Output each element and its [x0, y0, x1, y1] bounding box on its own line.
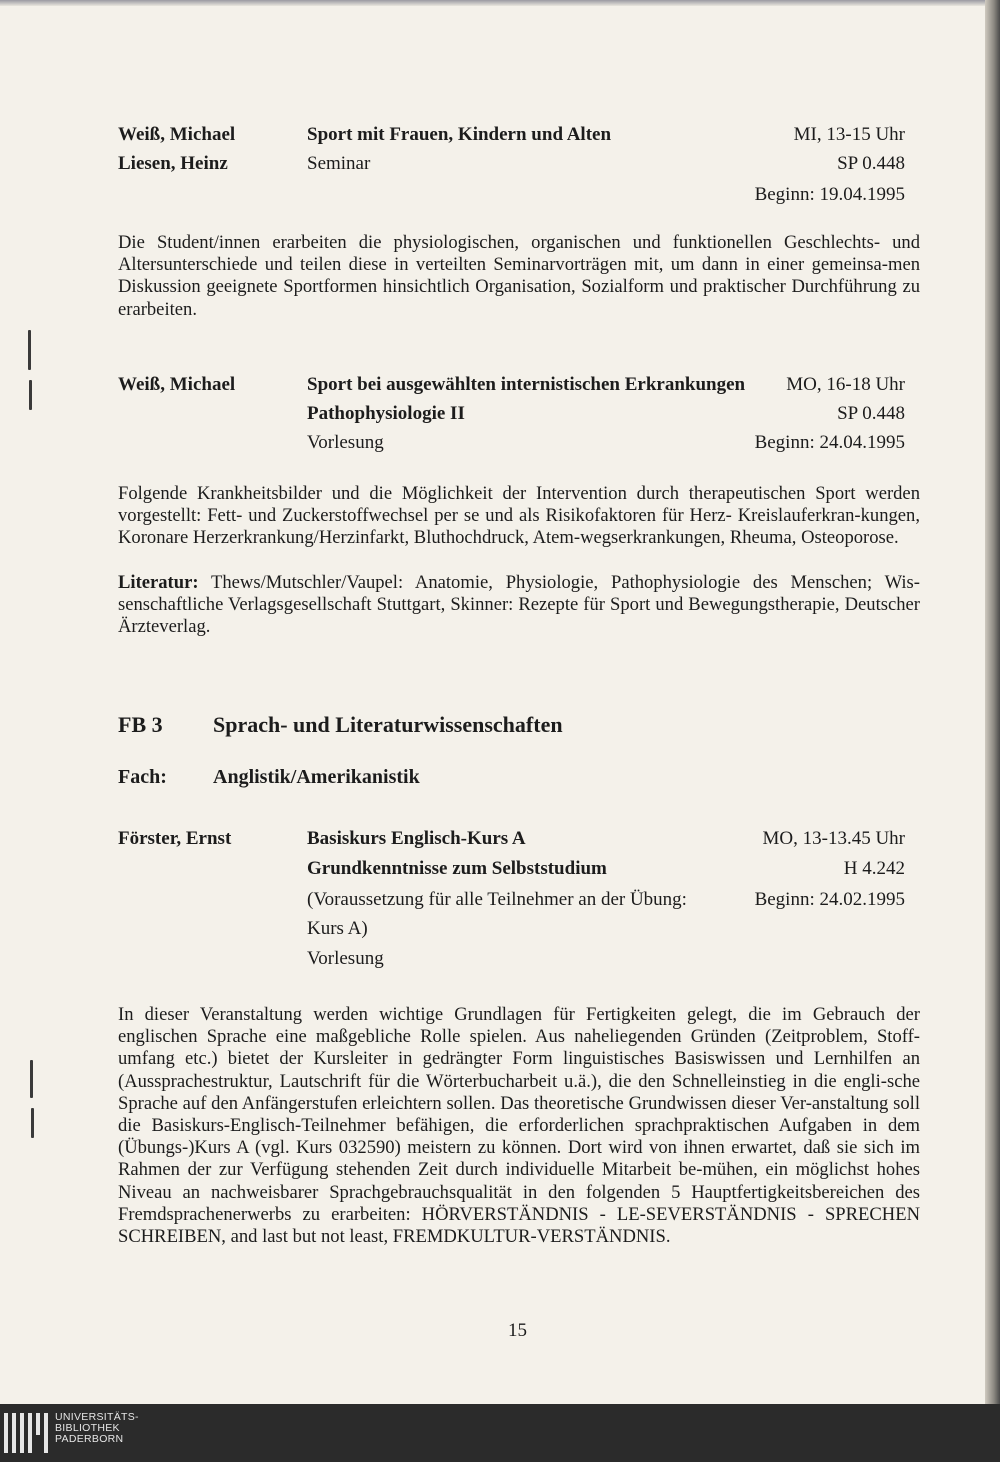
course3-prereq-line1: (Voraussetzung für alle Teilnehmer an der Übung: [307, 889, 687, 910]
course3-title-line1: Basiskurs Englisch-Kurs A [307, 828, 526, 849]
course1-description: Die Student/innen erarbeiten die physiologischen, organischen und funktionellen Geschlechts- und Altersunterschiede und teilen diese in verteilten Seminarvorträgen mit, um dann in einer gemeinsa-men Diskussion geeignete Sportformen hinsichtlich Organisation, Sozialform und praktischer Durchführung zu erarbeiten. [118, 232, 920, 320]
course1-type: Seminar [307, 153, 371, 174]
course1-lecturer-2: Liesen, Heinz [118, 153, 228, 174]
page-top-edge [0, 0, 985, 6]
course3-lecturer: Förster, Ernst [118, 828, 232, 849]
course2-literature [118, 572, 920, 639]
course1-start: Beginn: 19.04.1995 [754, 184, 905, 205]
page-edge-shadow [985, 0, 1000, 1404]
page-number: 15 [508, 1320, 527, 1341]
course2-start: Beginn: 24.04.1995 [754, 432, 905, 453]
section-code: FB 3 [118, 712, 163, 737]
course2-room: SP 0.448 [837, 403, 905, 424]
course1-room: SP 0.448 [837, 153, 905, 174]
course2-title-line1: Sport bei ausgewählten internistischen Erkrankungen [307, 374, 746, 395]
course1-lecturer-1: Weiß, Michael [118, 124, 236, 145]
course2-time: MO, 16-18 Uhr [786, 374, 905, 395]
course2-description: Folgende Krankheitsbilder und die Möglichkeit der Intervention durch therapeutischen Sport werden vorgestellt: Fett- und Zuckerstoffwechsel per se und als Risikofaktoren für Herz- Kreislauferkran-kungen, Koronare Herzerkrankung/Herzinfarkt, Bluthochdruck, Atem-wegserkrankungen, Rheuma, Osteoporose. [118, 483, 920, 549]
punch-mark [30, 1060, 33, 1098]
subject-name: Anglistik/Amerikanistik [213, 766, 420, 788]
course3-time: MO, 13-13.45 Uhr [762, 828, 905, 849]
literature-text: Thews/Mutschler/Vaupel: Anatomie, Physiologie, Pathophysiologie des Menschen; Wis-senschaftliche Verlagsgesellschaft Stuttgart, Skinner: Rezepte für Sport und Bewegungstherapie, Deutscher Ärzteverlag. [118, 572, 920, 638]
punch-mark [28, 330, 31, 370]
literature-label: Literatur: [118, 572, 199, 593]
logo-line-2: BIBLIOTHEK [55, 1422, 120, 1434]
course3-start: Beginn: 24.02.1995 [754, 889, 905, 910]
punch-mark [31, 1108, 34, 1138]
punch-mark [29, 380, 32, 410]
library-logo-text [55, 1412, 139, 1445]
scan-footer [0, 1404, 1000, 1462]
course2-type: Vorlesung [307, 432, 384, 453]
course2-title-line2: Pathophysiologie II [307, 403, 465, 424]
logo-line-3: PADERBORN [55, 1433, 124, 1445]
course3-description: In dieser Veranstaltung werden wichtige Grundlagen für Fertigkeiten gelegt, die im Gebrauch der englischen Sprache eine maßgebliche Rolle spielen. Aus naheliegenden Gründen (Zeitproblem, Stoff-umfang etc.) bietet der Kursleiter in gedrängter Form linguistisches Basiswissen und Lernhilfen an (Aussprachestruktur, Lautschrift für die Wörterbucharbeit u.ä.), die den Schnelleinstieg in die engli-sche Sprache auf den Anfängerstufen erleichtern sollen. Das theoretische Grundwissen dieser Ver-anstaltung soll die Basiskurs-Englisch-Teilnehmer befähigen, die erforderlichen sprachpraktischen Aufgaben in dem (Übungs-)Kurs A (vgl. Kurs 032590) meistern zu können. Dort wird von ihnen erwartet, daß sie sich im Rahmen der zur Verfügung stehenden Zeit durch individuelle Mitarbeit be-mühen, ein möglichst hohes Niveau an nachweisbarer Sprachgebrauchsqualität in den folgenden 5 Hauptfertigkeitsbereichen des Fremdsprachenerwerbs zu erarbeiten: HÖRVERSTÄNDNIS - LE-SEVERSTÄNDNIS - SPRECHEN SCHREIBEN, and last but not least, FREMDKULTUR-VERSTÄNDNIS. [118, 1004, 920, 1248]
course3-prereq-line2: Kurs A) [307, 918, 368, 939]
course3-title-line2: Grundkenntnisse zum Selbststudium [307, 858, 607, 879]
section-title: Sprach- und Literaturwissenschaften [213, 712, 563, 737]
course3-room: H 4.242 [843, 858, 905, 879]
logo-line-1: UNIVERSITÄTS- [55, 1411, 139, 1423]
subject-label: Fach: [118, 766, 167, 788]
course1-title: Sport mit Frauen, Kindern und Alten [307, 124, 612, 145]
course1-time: MI, 13-15 Uhr [793, 124, 905, 145]
course2-lecturer: Weiß, Michael [118, 374, 236, 395]
course3-type: Vorlesung [307, 948, 384, 969]
